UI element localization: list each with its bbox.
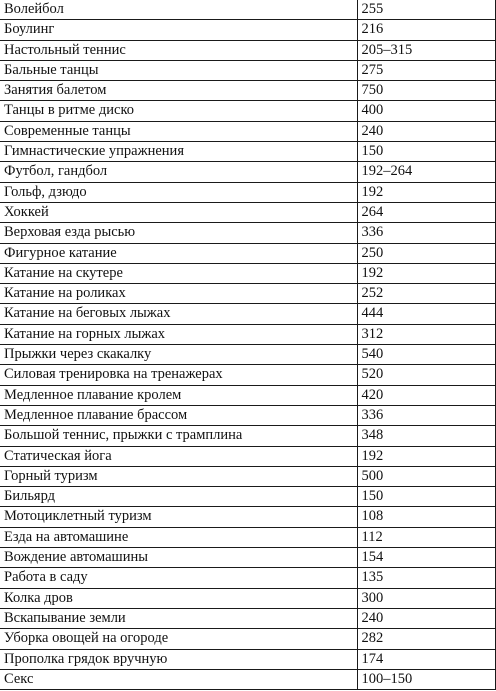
value-cell: 275 [357,60,495,80]
table-row [0,324,495,344]
value-cell: 336 [357,405,495,425]
activity-cell: Силовая тренировка на тренажерах [0,365,357,385]
table-row [0,608,495,628]
value-cell: 192 [357,446,495,466]
value-cell: 750 [357,81,495,101]
activity-cell: Фигурное катание [0,243,357,263]
activity-cell: Секс [0,669,357,689]
table-row [0,548,495,568]
value-cell: 192 [357,263,495,283]
value-cell: 216 [357,20,495,40]
activity-cell: Футбол, гандбол [0,162,357,182]
value-cell: 336 [357,223,495,243]
activity-cell: Настольный теннис [0,40,357,60]
activity-cell: Уборка овощей на огороде [0,629,357,649]
table-row [0,507,495,527]
value-cell: 150 [357,142,495,162]
activity-cell: Боулинг [0,20,357,40]
table-row [0,202,495,222]
value-cell: 300 [357,588,495,608]
value-cell: 400 [357,101,495,121]
table-row [0,649,495,669]
table-row [0,588,495,608]
activity-cell: Хоккей [0,202,357,222]
activity-cell: Волейбол [0,0,357,20]
value-cell: 108 [357,507,495,527]
value-cell: 240 [357,121,495,141]
table-row [0,304,495,324]
activity-cell: Работа в саду [0,568,357,588]
value-cell: 252 [357,284,495,304]
activity-cell: Горный туризм [0,466,357,486]
activity-cell: Катание на беговых лыжах [0,304,357,324]
value-cell: 174 [357,649,495,669]
value-cell: 100–150 [357,669,495,689]
value-cell: 282 [357,629,495,649]
activity-cell: Вождение автомашины [0,548,357,568]
activity-cell: Верховая езда рысью [0,223,357,243]
activity-cell: Занятия балетом [0,81,357,101]
table-row [0,121,495,141]
activity-cell: Статическая йога [0,446,357,466]
activity-cell: Езда на автомашине [0,527,357,547]
table-row [0,0,495,20]
value-cell: 240 [357,608,495,628]
value-cell: 520 [357,365,495,385]
activity-cell: Колка дров [0,588,357,608]
value-cell: 192 [357,182,495,202]
table-row [0,487,495,507]
value-cell: 255 [357,0,495,20]
table-row [0,466,495,486]
activity-cell: Прополка грядок вручную [0,649,357,669]
value-cell: 348 [357,426,495,446]
activity-cell: Большой теннис, прыжки с трамплина [0,426,357,446]
table-row [0,20,495,40]
table-row [0,162,495,182]
activity-cell: Медленное плавание брассом [0,405,357,425]
activity-cell: Мотоциклетный туризм [0,507,357,527]
value-cell: 500 [357,466,495,486]
value-cell: 312 [357,324,495,344]
table-row [0,182,495,202]
table-row [0,40,495,60]
table-row [0,81,495,101]
activity-cell: Катание на роликах [0,284,357,304]
table-row [0,446,495,466]
activity-cell: Гимнастические упражнения [0,142,357,162]
table-row [0,385,495,405]
value-cell: 192–264 [357,162,495,182]
value-cell: 150 [357,487,495,507]
value-cell: 135 [357,568,495,588]
table-row [0,284,495,304]
table-row [0,263,495,283]
value-cell: 250 [357,243,495,263]
activity-cell: Бальные танцы [0,60,357,80]
table-row [0,223,495,243]
activity-cell: Бильярд [0,487,357,507]
table-row [0,568,495,588]
table-row [0,101,495,121]
table-row [0,142,495,162]
value-cell: 112 [357,527,495,547]
value-cell: 444 [357,304,495,324]
value-cell: 205–315 [357,40,495,60]
table-row [0,60,495,80]
activity-cell: Современные танцы [0,121,357,141]
activity-cell: Гольф, дзюдо [0,182,357,202]
activity-cell: Вскапывание земли [0,608,357,628]
table-row [0,629,495,649]
value-cell: 540 [357,345,495,365]
table-row [0,426,495,446]
table-row [0,345,495,365]
value-cell: 264 [357,202,495,222]
table-row [0,527,495,547]
activity-cell: Катание на горных лыжах [0,324,357,344]
activity-cell: Прыжки через скакалку [0,345,357,365]
activity-cell: Медленное плавание кролем [0,385,357,405]
value-cell: 154 [357,548,495,568]
activity-cell: Катание на скутере [0,263,357,283]
value-cell: 420 [357,385,495,405]
table-row [0,405,495,425]
activity-cell: Танцы в ритме диско [0,101,357,121]
table-row [0,243,495,263]
table-row [0,365,495,385]
table-row [0,669,495,689]
